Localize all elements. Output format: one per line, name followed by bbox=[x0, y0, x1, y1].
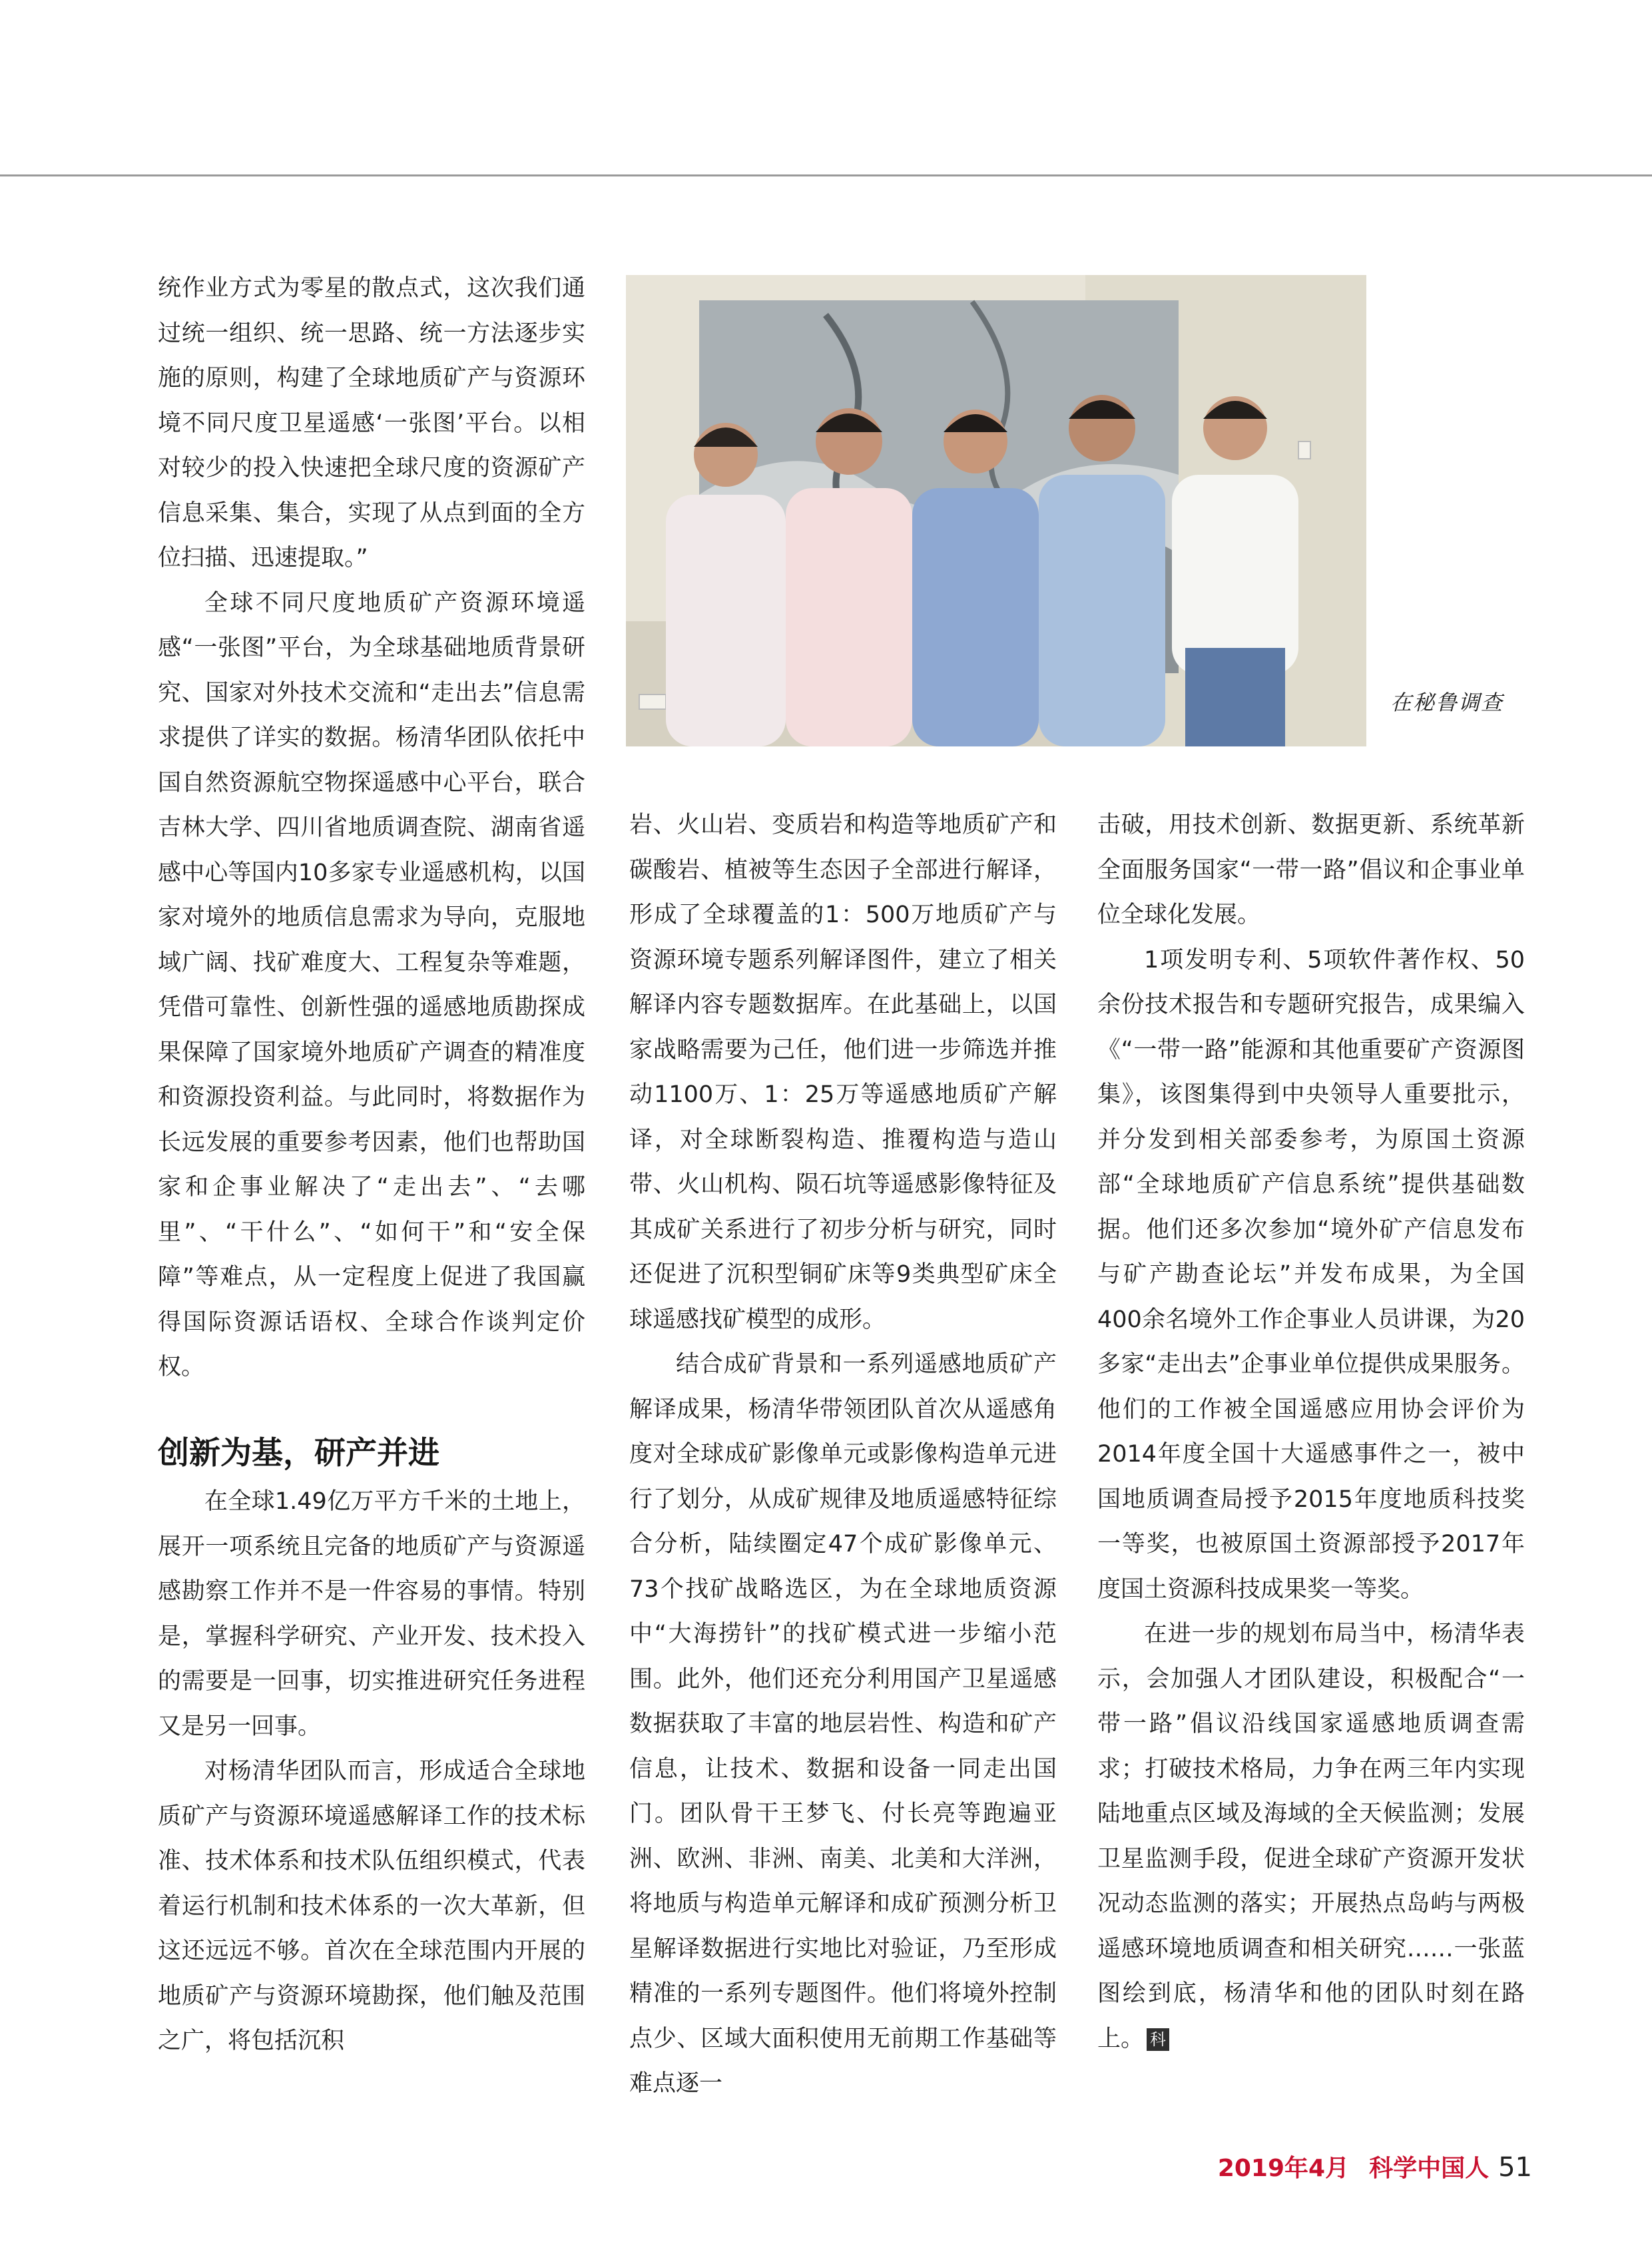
page-number: 51 bbox=[1498, 2152, 1532, 2183]
paragraph: 对杨清华团队而言，形成适合全球地质矿产与资源环境遥感解译工作的技术标准、技术体系和技术队伍组织模式，代表着运行机制和技术体系的一次大革新，但这还远远不够。首次在全球范围内开展的地质矿产与资源环境勘探，他们触及范围之广，将包括沉积 bbox=[158, 1758, 585, 2054]
end-mark-icon: 科 bbox=[1147, 2028, 1169, 2051]
group-photo-image bbox=[626, 275, 1366, 746]
photo-caption: 在秘鲁调查 bbox=[1390, 690, 1504, 715]
paragraph: 击破，用技术创新、数据更新、系统革新全面服务国家“一带一路”倡议和企事业单位全球化发展。 bbox=[1097, 812, 1525, 928]
paragraph: 全球不同尺度地质矿产资源环境遥感“一张图”平台，为全球基础地质背景研究、国家对外技术交流和“走出去”信息需求提供了详实的数据。杨清华团队依托中国自然资源航空物探遥感中心平台，联合吉林大学、四川省地质调查院、湖南省遥感中心等国内10多家专业遥感机构，以国家对境外的地质信息需求为导向，克服地域广阔、找矿难度大、工程复杂等难题，凭借可靠性、创新性强的遥感地质勘探成果保障了国家境外地质矿产调查的精准度和资源投资利益。与此同时，将数据作为长远发展的重要参考因素，他们也帮助国家和企事业解决了“走出去”、“去哪里”、“干什么”、“如何干”和“安全保障”等难点，从一定程度上促进了我国赢得国际资源话语权、全球合作谈判定价权。 bbox=[158, 589, 585, 1380]
page-footer bbox=[1218, 2149, 1532, 2183]
group-photo bbox=[626, 275, 1366, 746]
paragraph: 在全球1.49亿万平方千米的土地上，展开一项系统且完备的地质矿产与资源遥感勘察工作并不是一件容易的事情。特别是，掌握科学研究、产业开发、技术投入的需要是一回事，切实推进研究任务进程又是另一回事。 bbox=[158, 1488, 585, 1740]
paragraph bbox=[1097, 1612, 1525, 2062]
issue-date: 2019年4月 bbox=[1217, 2155, 1350, 2182]
column-left bbox=[158, 266, 585, 2064]
header-rule bbox=[0, 174, 1652, 176]
section-heading: 创新为基，研产并进 bbox=[158, 1434, 439, 1472]
paragraph-text: 在进一步的规划布局当中，杨清华表示，会加强人才团队建设，积极配合“一带一路”倡议沿线国家遥感地质调查需求；打破技术格局，力争在两三年内实现陆地重点区域及海域的全天候监测；发展卫星监测手段，促进全球矿产资源开发状况动态监测的落实；开展热点岛屿与两极遥感环境地质调查和相关研究……一张蓝图绘到底，杨清华和他的团队时刻在路上。 bbox=[1097, 1621, 1525, 2052]
paragraph: 岩、火山岩、变质岩和构造等地质矿产和碳酸岩、植被等生态因子全部进行解译，形成了全球覆盖的1：500万地质矿产与资源环境专题系列解译图件，建立了相关解译内容专题数据库。在此基础上，以国家战略需要为己任，他们进一步筛选并推动1100万、1：25万等遥感地质矿产解译，对全球断裂构造、推覆构造与造山带、火山机构、陨石坑等遥感影像特征及其成矿关系进行了初步分析与研究，同时还促进了沉积型铜矿床等9类典型矿床全球遥感找矿模型的成形。 bbox=[629, 812, 1057, 1333]
paragraph: 统作业方式为零星的散点式，这次我们通过统一组织、统一思路、统一方法逐步实施的原则，构建了全球地质矿产与资源环境不同尺度卫星遥感‘一张图’平台。以相对较少的投入快速把全球尺度的资源矿产信息采集、集合，实现了从点到面的全方位扫描、迅速提取。” bbox=[158, 275, 585, 571]
paragraph: 结合成矿背景和一系列遥感地质矿产解译成果，杨清华带领团队首次从遥感角度对全球成矿影像单元或影像构造单元进行了划分，从成矿规律及地质遥感特征综合分析，陆续圈定47个成矿影像单元、73个找矿战略选区，为在全球地质资源中“大海捞针”的找矿模式进一步缩小范围。此外，他们还充分利用国产卫星遥感数据获取了丰富的地层岩性、构造和矿产信息，让技术、数据和设备一同走出国门。团队骨干王梦飞、付长亮等跑遍亚洲、欧洲、非洲、南美、北美和大洋洲，将地质与构造单元解译和成矿预测分析卫星解译数据进行实地比对验证，乃至形成精准的一系列专题图件。他们将境外控制点少、区域大面积使用无前期工作基础等难点逐一 bbox=[629, 1351, 1057, 2097]
column-right bbox=[1097, 803, 1525, 2062]
paragraph: 1项发明专利、5项软件著作权、50余份技术报告和专题研究报告，成果编入《“一带一路”能源和其他重要矿产资源图集》，该图集得到中央领导人重要批示，并分发到相关部委参考，为原国土资源部“全球地质矿产信息系统”提供基础数据。他们还多次参加“境外矿产信息发布与矿产勘查论坛”并发布成果，为全国400余名境外工作企事业人员讲课，为20多家“走出去”企事业单位提供成果服务。他们的工作被全国遥感应用协会评价为2014年度全国十大遥感事件之一，被中国地质调查局授予2015年度地质科技奖一等奖，也被原国土资源部授予2017年度国土资源科技成果奖一等奖。 bbox=[1097, 946, 1525, 1603]
magazine-name: 科学中国人 bbox=[1369, 2155, 1490, 2182]
column-middle bbox=[629, 803, 1057, 2107]
